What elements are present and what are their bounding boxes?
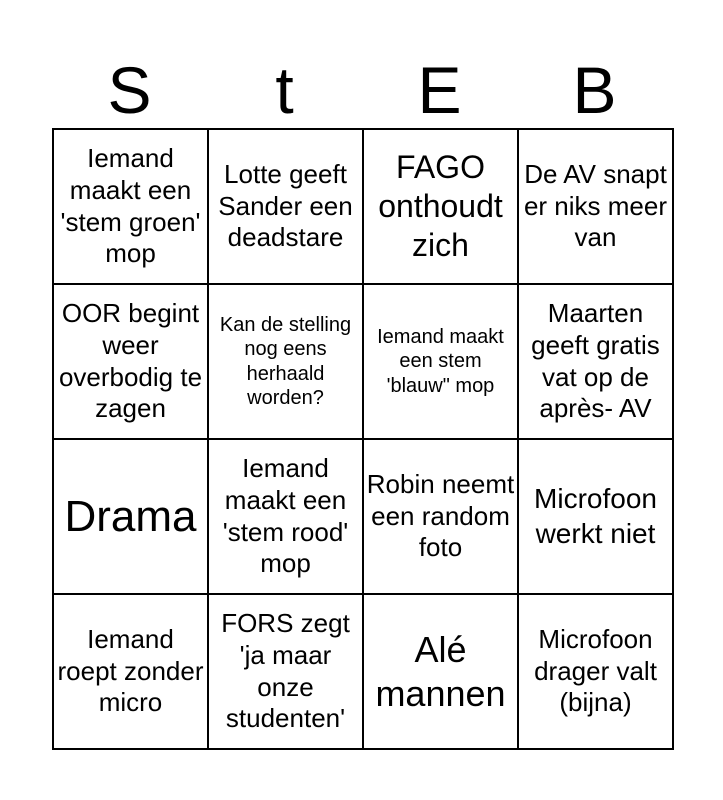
bingo-row	[53, 284, 673, 439]
bingo-row	[53, 439, 673, 594]
bingo-row	[53, 129, 673, 284]
bingo-cell[interactable]: Iemand maakt een 'stem groen' mop	[53, 129, 208, 284]
bingo-row	[53, 594, 673, 749]
bingo-cell[interactable]: FAGO onthoudt zich	[363, 129, 518, 284]
header-letter: B	[572, 53, 617, 127]
bingo-cell[interactable]: Lotte geeft Sander een deadstare	[208, 129, 363, 284]
bingo-cell[interactable]: Maarten geeft gratis vat op de après- AV	[518, 284, 673, 439]
bingo-cell[interactable]: FORS zegt 'ja maar onze studenten'	[208, 594, 363, 749]
bingo-cell[interactable]: Microfoon werkt niet	[518, 439, 673, 594]
bingo-cell[interactable]: Iemand maakt een stem 'blauw" mop	[363, 284, 518, 439]
bingo-header	[52, 52, 672, 128]
bingo-cell[interactable]: Iemand maakt een 'stem rood' mop	[208, 439, 363, 594]
bingo-cell[interactable]: Microfoon drager valt (bijna)	[518, 594, 673, 749]
header-letter: t	[275, 53, 294, 127]
bingo-cell[interactable]: Drama	[53, 439, 208, 594]
bingo-cell[interactable]: Robin neemt een random foto	[363, 439, 518, 594]
bingo-grid	[52, 128, 674, 750]
bingo-cell[interactable]: Kan de stelling nog eens herhaald worden?	[208, 284, 363, 439]
header-letter: E	[417, 53, 462, 127]
header-letter: S	[107, 53, 152, 127]
bingo-cell[interactable]: Alé mannen	[363, 594, 518, 749]
bingo-cell[interactable]: OOR begint weer overbodig te zagen	[53, 284, 208, 439]
bingo-cell[interactable]: De AV snapt er niks meer van	[518, 129, 673, 284]
bingo-cell[interactable]: Iemand roept zonder micro	[53, 594, 208, 749]
